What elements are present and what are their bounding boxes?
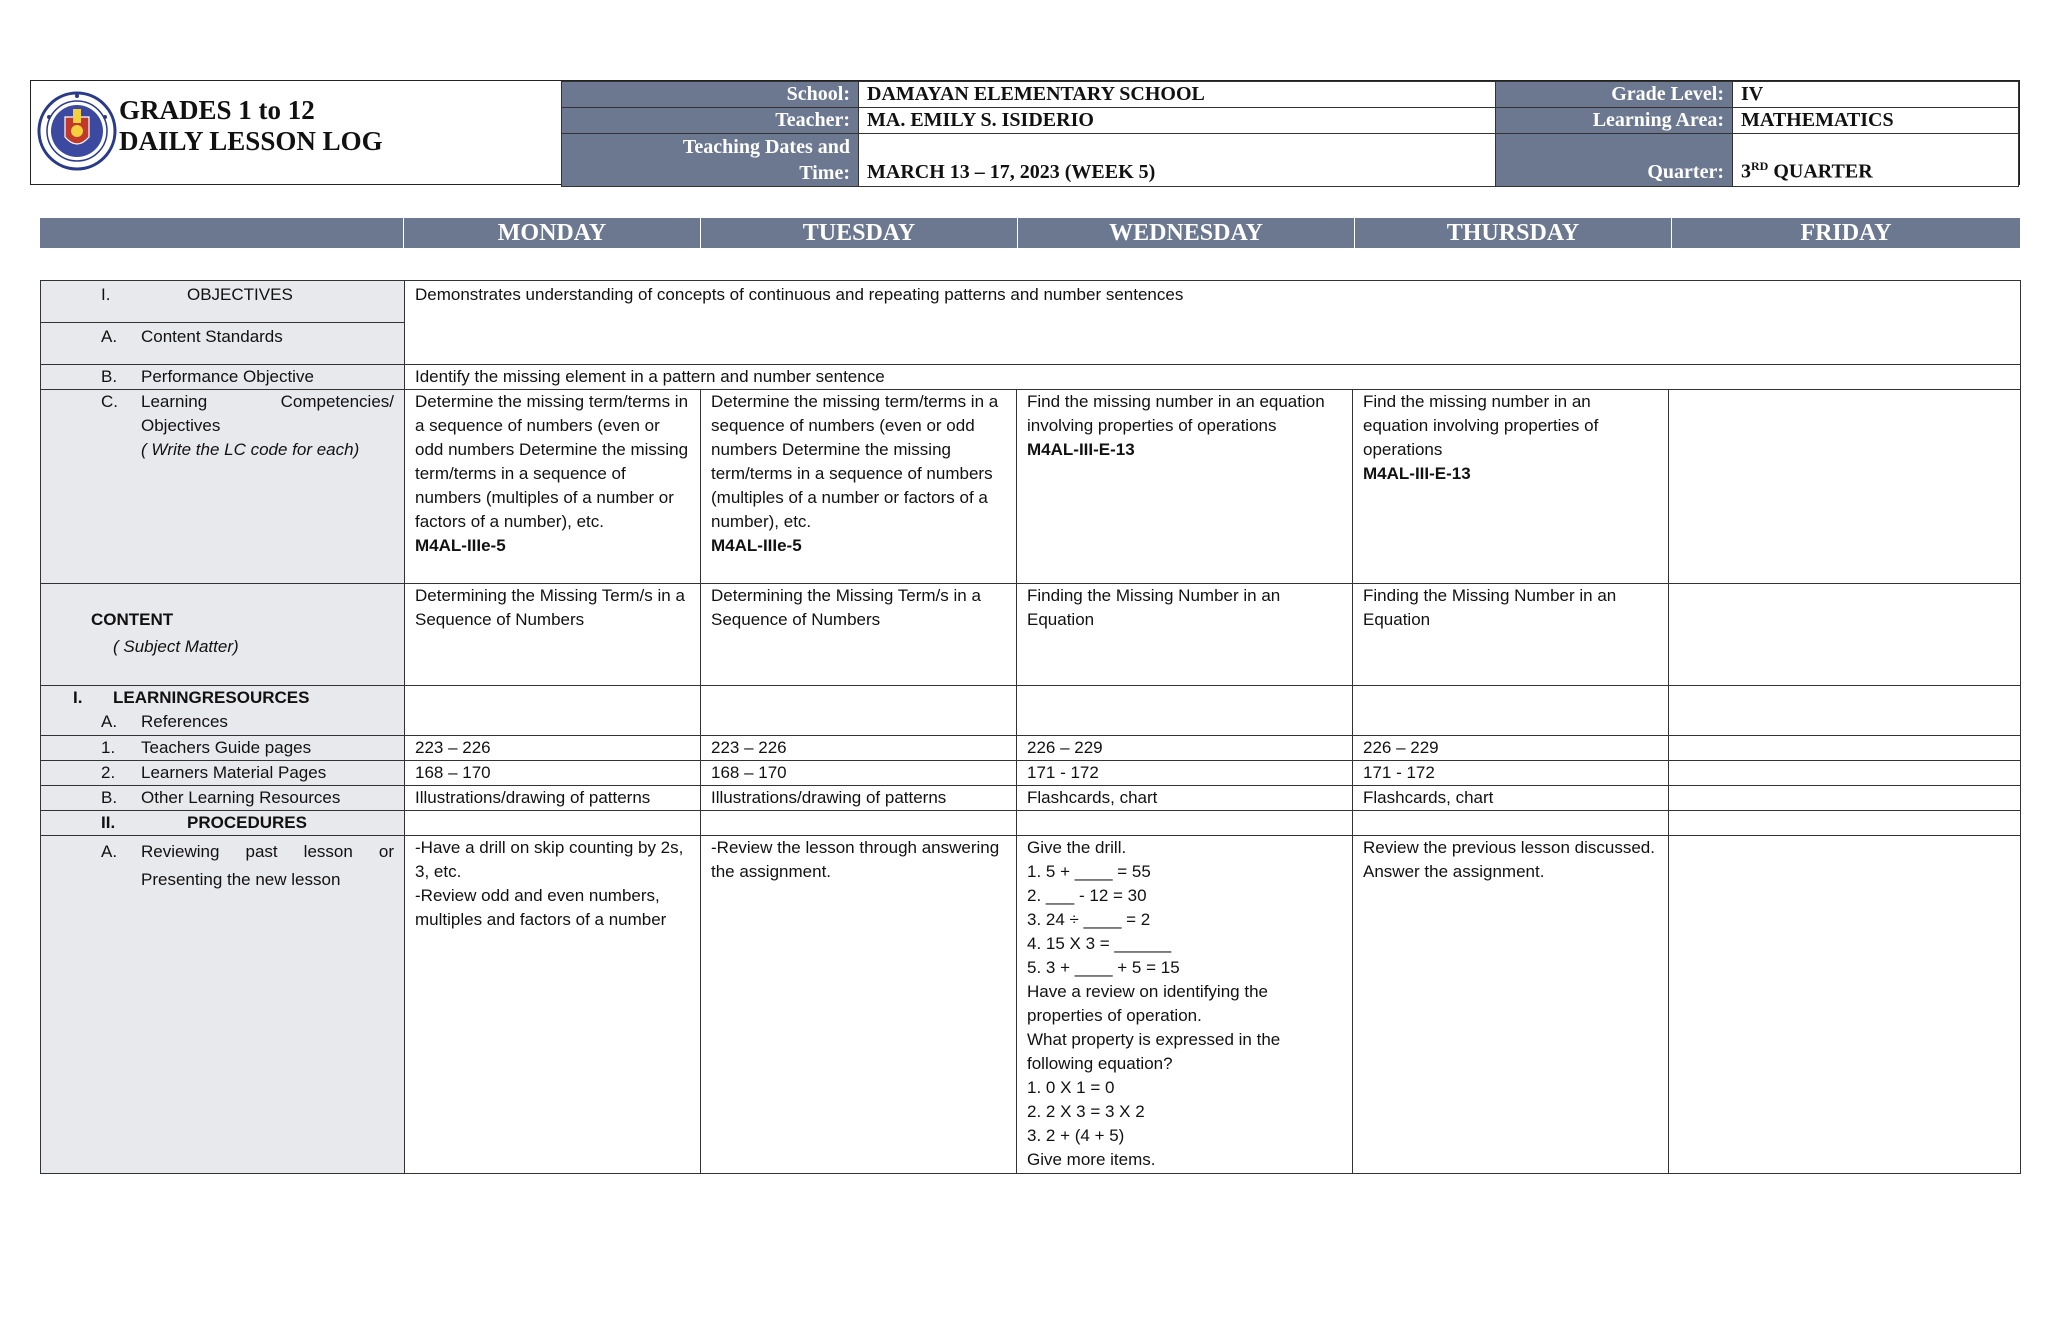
- competency-tuesday: Determine the missing term/terms in a sequence of numbers (even or odd numbers Determine the missing term/terms in a sequence of numbers (multiples of a number or factors of a number), etc. M4AL-IIIe-5: [701, 390, 1017, 584]
- quarter-value: 3RD QUARTER: [1733, 134, 2019, 187]
- review-wednesday: Give the drill. 1. 5 + ____ = 55 2. ___ - 12 = 30 3. 24 ÷ ____ = 2 4. 15 X 3 = ______ 5. 3 + ____ + 5 = 15 Have a review on identifying the properties of operation. What property is expressed in the following equation? 1. 0 X 1 = 0 2. 2 X 3 = 3 X 2 3. 2 + (4 + 5) Give more items.: [1017, 836, 1353, 1174]
- lc-code-thursday: M4AL-III-E-13: [1363, 464, 1471, 483]
- row-performance-objective: [41, 365, 2021, 390]
- lm-monday: 168 – 170: [405, 761, 701, 786]
- learning-area-label: Learning Area:: [1496, 108, 1733, 134]
- row-learning-competencies: [41, 390, 2021, 584]
- content-thursday: Finding the Missing Number in an Equation: [1353, 584, 1669, 686]
- content-tuesday: Determining the Missing Term/s in a Sequence of Numbers: [701, 584, 1017, 686]
- objectives-label: I. OBJECTIVES: [41, 281, 405, 323]
- learning-competencies-label: C. Learning Competencies/ Objectives ( Write the LC code for each): [41, 390, 405, 584]
- review-tuesday: -Review the lesson through answering the assignment.: [701, 836, 1017, 1174]
- row-learners-material: [41, 761, 2021, 786]
- teaching-dates-label-line1: Teaching Dates and: [682, 136, 850, 158]
- day-monday: MONDAY: [404, 218, 701, 248]
- reviewing-label: A. Reviewing past lesson or Presenting the new lesson: [41, 836, 405, 1174]
- lesson-log-header: [30, 80, 2020, 185]
- deped-seal-icon: [37, 87, 117, 175]
- other-wednesday: Flashcards, chart: [1017, 786, 1353, 811]
- tg-wednesday: 226 – 229: [1017, 736, 1353, 761]
- tg-monday: 223 – 226: [405, 736, 701, 761]
- row-procedures: [41, 811, 2021, 836]
- review-monday: -Have a drill on skip counting by 2s, 3, etc. -Review odd and even numbers, multiples and factors of a number: [405, 836, 701, 1174]
- learning-resources-label: I. LEARNINGRESOURCES A. References: [41, 686, 405, 736]
- row-teachers-guide: [41, 736, 2021, 761]
- procedures-label: II. PROCEDURES: [41, 811, 405, 836]
- content-friday: [1669, 584, 2021, 686]
- lc-code-monday: M4AL-IIIe-5: [415, 536, 506, 555]
- content-standards-label: A. Content Standards: [41, 323, 405, 365]
- school-label: School:: [562, 82, 859, 108]
- logo-title-box: [31, 81, 561, 183]
- competency-monday: Determine the missing term/terms in a sequence of numbers (even or odd numbers Determine the missing term/terms in a sequence of numbers (multiples of a number or factors of a number), etc. M4AL-IIIe-5: [405, 390, 701, 584]
- teaching-dates-label: [562, 134, 859, 187]
- day-thursday: THURSDAY: [1355, 218, 1672, 248]
- lm-wednesday: 171 - 172: [1017, 761, 1353, 786]
- competency-wednesday: Find the missing number in an equation involving properties of operations M4AL-III-E-13: [1017, 390, 1353, 584]
- title-line-2: DAILY LESSON LOG: [119, 126, 383, 156]
- other-tuesday: Illustrations/drawing of patterns: [701, 786, 1017, 811]
- row-objectives: [41, 281, 2021, 323]
- weekday-header-blank: [40, 218, 404, 248]
- teacher-value: MA. EMILY S. ISIDERIO: [859, 108, 1496, 134]
- row-other-resources: [41, 786, 2021, 811]
- school-value: DAMAYAN ELEMENTARY SCHOOL: [859, 82, 1496, 108]
- performance-objective-text: Identify the missing element in a pattern and number sentence: [405, 365, 2021, 390]
- document-title: [119, 95, 383, 157]
- grade-level-label: Grade Level:: [1496, 82, 1733, 108]
- learners-material-label: 2. Learners Material Pages: [41, 761, 405, 786]
- content-monday: Determining the Missing Term/s in a Sequence of Numbers: [405, 584, 701, 686]
- lm-tuesday: 168 – 170: [701, 761, 1017, 786]
- tg-thursday: 226 – 229: [1353, 736, 1669, 761]
- day-wednesday: WEDNESDAY: [1018, 218, 1355, 248]
- day-friday: FRIDAY: [1672, 218, 2021, 248]
- row-reviewing: [41, 836, 2021, 1174]
- day-tuesday: TUESDAY: [701, 218, 1018, 248]
- teaching-dates-label-line2: Time:: [799, 162, 850, 184]
- row-content: [41, 584, 2021, 686]
- teachers-guide-label: 1. Teachers Guide pages: [41, 736, 405, 761]
- title-line-1: GRADES 1 to 12: [119, 95, 315, 125]
- grade-level-value: IV: [1733, 82, 2019, 108]
- content-wednesday: Finding the Missing Number in an Equation: [1017, 584, 1353, 686]
- tg-tuesday: 223 – 226: [701, 736, 1017, 761]
- content-label: CONTENT ( Subject Matter): [41, 584, 405, 686]
- weekday-header-bar: [40, 218, 2020, 248]
- competency-friday: [1669, 390, 2021, 584]
- performance-objective-label: B. Performance Objective: [41, 365, 405, 390]
- review-thursday: Review the previous lesson discussed. Answer the assignment.: [1353, 836, 1669, 1174]
- lesson-plan-table: [40, 280, 2021, 1174]
- review-friday: [1669, 836, 2021, 1174]
- learning-area-value: MATHEMATICS: [1733, 108, 2019, 134]
- objectives-text: Demonstrates understanding of concepts of continuous and repeating patterns and number sentences: [405, 281, 2021, 365]
- info-table: [561, 81, 2019, 187]
- lc-code-tuesday: M4AL-IIIe-5: [711, 536, 802, 555]
- teaching-dates-value: MARCH 13 – 17, 2023 (WEEK 5): [859, 134, 1496, 187]
- other-resources-label: B. Other Learning Resources: [41, 786, 405, 811]
- teacher-label: Teacher:: [562, 108, 859, 134]
- quarter-label: Quarter:: [1496, 134, 1733, 187]
- competency-thursday: Find the missing number in an equation involving properties of operations M4AL-III-E-13: [1353, 390, 1669, 584]
- row-learning-resources: [41, 686, 2021, 736]
- lc-code-wednesday: M4AL-III-E-13: [1027, 440, 1135, 459]
- lm-thursday: 171 - 172: [1353, 761, 1669, 786]
- other-monday: Illustrations/drawing of patterns: [405, 786, 701, 811]
- other-thursday: Flashcards, chart: [1353, 786, 1669, 811]
